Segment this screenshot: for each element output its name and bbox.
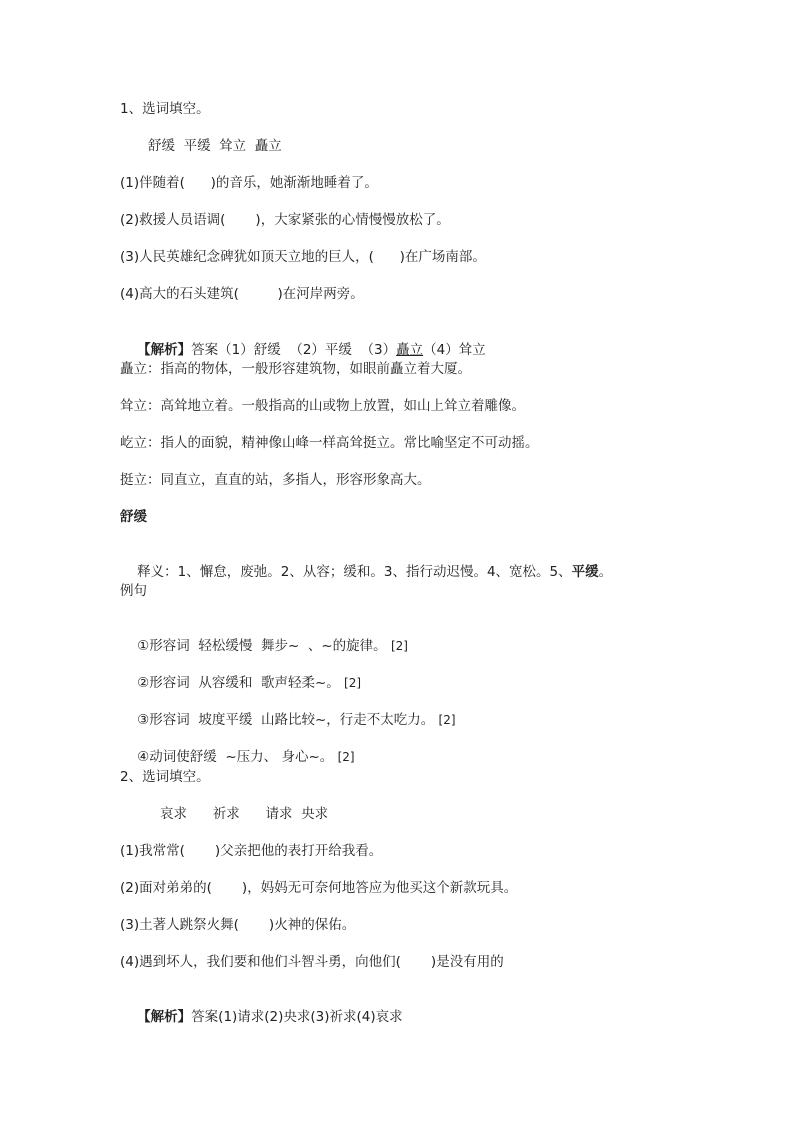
answer-text: 答案(1)请求(2)央求(3)祈求(4)哀求: [191, 1009, 403, 1025]
question-2-item-2: (2)面对弟弟的( )，妈妈无可奈何地答应为他买这个新款玩具。: [120, 880, 518, 896]
question-2-title: 2、选词填空。: [120, 769, 210, 785]
question-1-item-2: (2)救援人员语调( )，大家紧张的心情慢慢放松了。: [120, 212, 450, 228]
question-2-item-3: (3)土著人跳祭火舞( )火神的保佑。: [120, 917, 356, 933]
explanation-chuli: 矗立：指高的物体，一般形容建筑物，如眼前矗立着大厦。: [120, 361, 471, 377]
explanation-tingli: 挺立：同直立，直直的站，多指人，形容形象高大。: [120, 472, 431, 488]
example-text: ④动词使舒缓 ~压力、 身心~。: [137, 749, 338, 765]
citation-ref: [2]: [438, 713, 456, 727]
example-2: [120, 656, 362, 691]
question-1-item-1: (1)伴随着( )的音乐，她渐渐地睡着了。: [120, 175, 378, 191]
explanation-yili: 屹立：指人的面貌，精神像山峰一样高耸挺立。常比喻坚定不可动摇。: [120, 435, 539, 451]
question-1-item-4: (4)高大的石头建筑( )在河岸两旁。: [120, 286, 364, 302]
citation-ref: [2]: [337, 750, 355, 764]
term-heading: 舒缓: [120, 509, 147, 525]
term-definition: [120, 545, 613, 580]
example-4: [120, 730, 355, 765]
example-text: ③形容词 坡度平缓 山路比较~，行走不太吃力。: [137, 712, 439, 728]
example-heading: 例句: [120, 583, 147, 599]
example-1: [120, 619, 408, 654]
definition-suffix: 。: [598, 564, 613, 580]
answer-underlined: 矗立: [396, 342, 424, 358]
question-1-title: 1、选词填空。: [120, 101, 210, 117]
answer-suffix: （4）耸立: [423, 342, 486, 358]
citation-ref: [2]: [390, 639, 408, 653]
answer-label: 【解析】: [137, 342, 192, 358]
question-2-item-4: (4)遇到坏人，我们要和他们斗智斗勇，向他们( )是没有用的: [120, 954, 504, 970]
question-2-item-1: (1)我常常( )父亲把他的表打开给我看。: [120, 843, 383, 859]
answer-label: 【解析】: [137, 1009, 192, 1025]
example-3: [120, 693, 456, 728]
example-text: ②形容词 从容缓和 歌声轻柔~。: [137, 675, 345, 691]
definition-bold: 平缓: [571, 564, 599, 580]
question-2-word-choices: 哀求 祈求 请求 央求: [160, 806, 329, 822]
citation-ref: [2]: [344, 676, 362, 690]
question-1-item-3: (3)人民英雄纪念碑犹如顶天立地的巨人，( )在广场南部。: [120, 249, 486, 265]
example-text: ①形容词 轻松缓慢 舞步~ 、~的旋律。: [137, 638, 391, 654]
question-1-answer: [120, 323, 486, 358]
explanation-songli: 耸立：高耸地立着。一般指高的山或物上放置，如山上耸立着雕像。: [120, 398, 525, 414]
question-2-answer: [120, 990, 403, 1025]
answer-prefix: 答案（1）舒缓 （2）平缓 （3）: [191, 342, 397, 358]
question-1-word-choices: 舒缓 平缓 耸立 矗立: [148, 138, 282, 154]
definition-prefix: 释义：1、懈怠，废弛。2、从容；缓和。3、指行动迟慢。4、宽松。5、: [137, 564, 572, 580]
